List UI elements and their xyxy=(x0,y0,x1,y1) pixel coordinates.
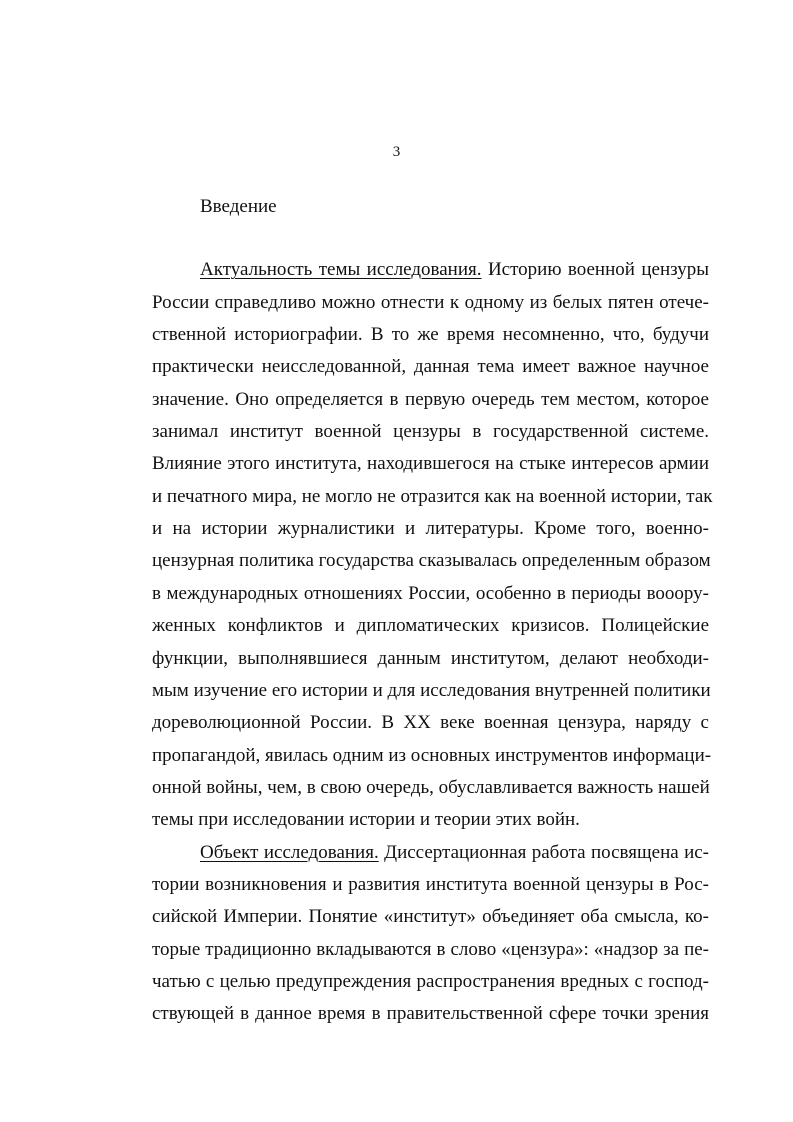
paragraph-line: Влияние этого института, находившегося на стыке интересов армии xyxy=(152,453,709,474)
paragraph-line: функции, выполнявшиеся данным институтом, делают необходи- xyxy=(152,648,709,669)
paragraph-line: и на истории журналистики и литературы. Кроме того, военно- xyxy=(152,518,709,539)
paragraph-line: дореволюционной России. В XX веке военная цензура, наряду с xyxy=(152,712,709,733)
paragraph-line: Объект исследования. Диссертационная работа посвящена ис- xyxy=(200,842,710,863)
relevance-lead: Актуальность темы исследования. xyxy=(200,259,482,280)
section-heading: Введение xyxy=(200,196,277,217)
object-lead: Объект исследования. xyxy=(200,842,379,863)
paragraph-line: торые традиционно вкладываются в слово «цензура»: «надзор за пе- xyxy=(152,939,709,960)
paragraph-line: онной войны, чем, в свою очередь, обуславливается важность нашей xyxy=(152,777,710,798)
page-number: 3 xyxy=(392,144,401,160)
paragraph-line: пропагандой, явилась одним из основных инструментов информаци- xyxy=(152,745,712,766)
paragraph-line: ственной историографии. В то же время несомненно, что, будучи xyxy=(152,324,709,345)
paragraph-line: тории возникновения и развития института военной цензуры в Рос- xyxy=(152,874,709,895)
paragraph-line: женных конфликтов и дипломатических кризисов. Полицейские xyxy=(152,615,709,636)
paragraph-line: мым изучение его истории и для исследования внутренней политики xyxy=(152,680,711,701)
paragraph-line: занимал институт военной цензуры в государственной системе. xyxy=(152,421,709,442)
paragraph-line: цензурная политика государства сказывалась определенным образом xyxy=(152,550,711,571)
paragraph-line: в международных отношениях России, особенно в периоды вооору- xyxy=(152,583,709,604)
paragraph-line: и печатного мира, не могло не отразится как на военной истории, так xyxy=(152,486,713,507)
paragraph-line: значение. Оно определяется в первую очередь тем местом, которое xyxy=(152,389,709,410)
paragraph-line: чатью с целью предупреждения распространения вредных с господ- xyxy=(152,971,709,992)
paragraph-line: России справедливо можно отнести к одному из белых пятен отече- xyxy=(152,292,709,313)
paragraph-line: Актуальность темы исследования. Историю военной цензуры xyxy=(200,259,709,280)
paragraph-line: темы при исследовании истории и теории этих войн. xyxy=(152,809,580,830)
paragraph-line: ствующей в данное время в правительственной сфере точки зрения xyxy=(152,1003,709,1024)
paragraph-line: сийской Империи. Понятие «институт» объединяет оба смысла, ко- xyxy=(152,906,709,927)
paragraph-line: практически неисследованной, данная тема имеет важное научное xyxy=(152,356,709,377)
